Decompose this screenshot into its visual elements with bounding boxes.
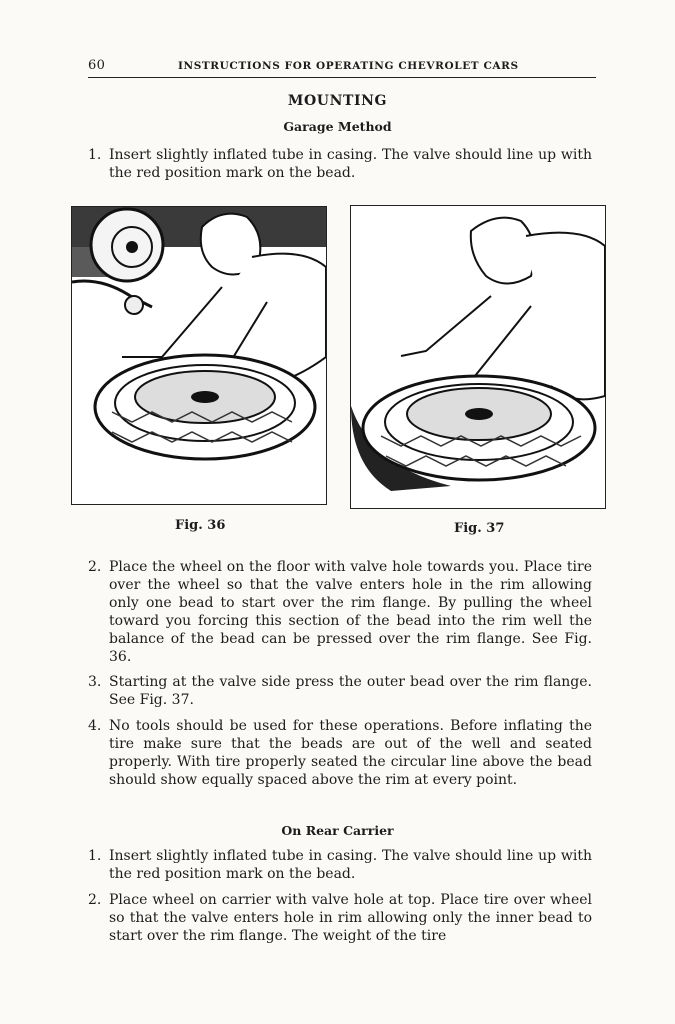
page-number: 60 <box>88 58 106 73</box>
step-number: 2. <box>88 559 102 575</box>
step-text: Place the wheel on the floor with valve hole towards you. Place tire over the wheel so that the valve enters hole in the rim allowing only one bead to start over the rim flange. By pulling the wheel toward you forcing this section of the bead into the rim well the balance of the bead can be pressed over the rim flange. See Fig. 36. <box>109 559 592 665</box>
figure-36-illustration <box>72 207 326 504</box>
figure-36-caption: Fig. 36 <box>175 518 226 533</box>
running-title: INSTRUCTIONS FOR OPERATING CHEVROLET CARS <box>178 60 519 72</box>
figure-37 <box>350 205 606 509</box>
step-number: 3. <box>88 674 102 690</box>
figure-36 <box>71 206 327 505</box>
rear-carrier-title: On Rear Carrier <box>281 823 394 838</box>
figure-37-caption: Fig. 37 <box>454 521 505 536</box>
step-text: Starting at the valve side press the outer bead over the rim flange. See Fig. 37. <box>109 674 592 708</box>
garage-step-3 <box>88 673 592 709</box>
step-text: No tools should be used for these operations. Before inflating the tire make sure that the beads are out of the well and seated properly. With tire properly seated the circular line above the bead should show equally spaced above the rim at every point. <box>109 718 592 788</box>
section-title: MOUNTING <box>287 93 388 109</box>
step-text: Insert slightly inflated tube in casing. The valve should line up with the red position mark on the bead. <box>109 147 592 181</box>
subsection-title: Garage Method <box>283 119 392 134</box>
step-number: 2. <box>88 892 102 908</box>
garage-step-1 <box>88 146 592 182</box>
step-text: Insert slightly inflated tube in casing. The valve should line up with the red position mark on the bead. <box>109 848 592 882</box>
rear-step-1 <box>88 847 592 883</box>
step-number: 1. <box>88 848 102 864</box>
header-rule <box>88 77 596 78</box>
rear-step-2 <box>88 891 592 945</box>
step-text: Place wheel on carrier with valve hole at top. Place tire over wheel so that the valve enters hole in rim allowing only the inner bead to start over the rim flange. The weight of the tire <box>109 892 592 944</box>
step-number: 1. <box>88 147 102 163</box>
step-number: 4. <box>88 718 102 734</box>
garage-step-4 <box>88 717 592 789</box>
figure-37-illustration <box>351 206 605 508</box>
garage-step-2 <box>88 558 592 666</box>
